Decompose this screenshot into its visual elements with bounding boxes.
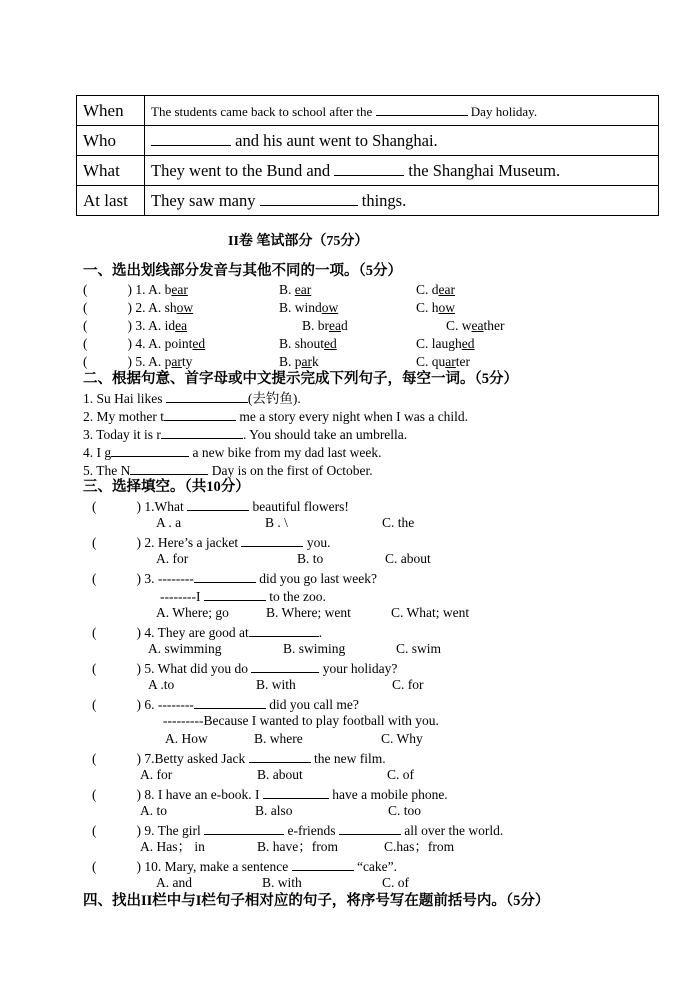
- answer-blank[interactable]: [204, 820, 284, 835]
- option-b: B . \: [265, 515, 288, 530]
- answer-blank[interactable]: [251, 658, 319, 673]
- answer-paren[interactable]: ( ): [83, 282, 132, 297]
- table-row: [77, 96, 659, 126]
- option-b: B. also: [255, 803, 293, 818]
- option-a: A. Where; go: [156, 605, 229, 620]
- question-item: 2. My mother t me a story every night when I was a child.: [83, 406, 468, 426]
- question-item: ( ) 4. A. pointed: [83, 336, 206, 351]
- question-stem: ( ) 1.What beautiful flowers!: [92, 496, 349, 516]
- answer-paren[interactable]: ( ): [92, 859, 141, 874]
- option-c: C. quarter: [416, 354, 471, 369]
- answer-paren[interactable]: ( ): [92, 499, 141, 514]
- option-c: C. What; went: [391, 605, 470, 620]
- option-b: B. to: [297, 551, 324, 566]
- option-c: C. about: [385, 551, 431, 566]
- option-a: A. swimming: [148, 641, 222, 656]
- part-title: II卷 笔试部分（75分）: [228, 234, 369, 249]
- section-heading: 四、找出II栏中与I栏句子相对应的句子，将序号写在题前括号内。（5分）: [83, 893, 550, 909]
- answer-blank[interactable]: [249, 748, 311, 763]
- answer-blank[interactable]: [164, 406, 236, 421]
- option-b: B. swiming: [283, 641, 346, 656]
- question-item: ( ) 5. A. party: [83, 354, 193, 369]
- answer-blank[interactable]: [334, 161, 404, 176]
- answer-blank[interactable]: [194, 694, 266, 709]
- answer-paren[interactable]: ( ): [83, 354, 132, 369]
- answer-blank[interactable]: [161, 424, 243, 439]
- answer-blank[interactable]: [260, 191, 358, 206]
- answer-blank[interactable]: [130, 460, 208, 475]
- table-row: [77, 126, 659, 156]
- option-a: A .to: [148, 677, 175, 692]
- option-c: C. weather: [446, 318, 505, 333]
- option-a: A. to: [140, 803, 167, 818]
- answer-blank[interactable]: [241, 532, 303, 547]
- row-label: What: [77, 156, 145, 186]
- row-label: At last: [77, 186, 145, 216]
- option-b: B. ear: [279, 282, 312, 297]
- table-row: [77, 186, 659, 216]
- row-label: When: [77, 96, 145, 126]
- option-b: B. bread: [302, 318, 348, 333]
- answer-paren[interactable]: ( ): [92, 535, 141, 550]
- answer-blank[interactable]: [187, 496, 249, 511]
- question-item: ( ) 3. A. idea: [83, 318, 188, 333]
- answer-blank[interactable]: [204, 586, 266, 601]
- answer-blank[interactable]: [151, 131, 231, 146]
- answer-blank[interactable]: [166, 388, 248, 403]
- question-item: 4. I g a new bike from my dad last week.: [83, 442, 381, 462]
- option-a: A . a: [156, 515, 182, 530]
- option-c: C. the: [382, 515, 415, 530]
- answer-blank[interactable]: [339, 820, 401, 835]
- option-a: A. for: [156, 551, 189, 566]
- answer-paren[interactable]: ( ): [83, 300, 132, 315]
- option-a: A. How: [165, 731, 208, 746]
- option-a: A. for: [140, 767, 173, 782]
- option-c: C. swim: [396, 641, 442, 656]
- question-subline: ---------Because I wanted to play football with you.: [163, 713, 439, 728]
- answer-blank[interactable]: [111, 442, 189, 457]
- answer-paren[interactable]: ( ): [83, 336, 132, 351]
- question-stem: ( ) 8. I have an e-book. I have a mobile phone.: [92, 784, 448, 804]
- option-b: B. window: [279, 300, 339, 315]
- question-stem: ( ) 10. Mary, make a sentence “cake”.: [92, 856, 397, 876]
- answer-blank[interactable]: [249, 622, 319, 637]
- answer-paren[interactable]: ( ): [92, 571, 141, 586]
- option-c: C. Why: [381, 731, 423, 746]
- option-b: B. Where; went: [266, 605, 351, 620]
- option-c: C. for: [392, 677, 424, 692]
- answer-blank[interactable]: [263, 784, 329, 799]
- option-b: B. with: [256, 677, 296, 692]
- question-stem: ( ) 7.Betty asked Jack the new film.: [92, 748, 386, 768]
- answer-paren[interactable]: ( ): [92, 697, 141, 712]
- row-label: Who: [77, 126, 145, 156]
- option-a: A. Has； in: [140, 839, 205, 854]
- answer-blank[interactable]: [292, 856, 354, 871]
- question-item: 3. Today it is r . You should take an umbrella.: [83, 424, 407, 444]
- row-value: The students came back to school after the Day holiday.: [145, 96, 659, 126]
- question-stem: ( ) 5. What did you do your holiday?: [92, 658, 397, 678]
- question-subline: --------I to the zoo.: [160, 586, 326, 606]
- option-c: C. laughed: [416, 336, 475, 351]
- option-c: C. dear: [416, 282, 455, 297]
- answer-blank[interactable]: [194, 568, 256, 583]
- option-b: B. with: [262, 875, 302, 890]
- option-b: B. shouted: [279, 336, 337, 351]
- question-stem: ( ) 4. They are good at .: [92, 622, 322, 642]
- option-a: A. and: [156, 875, 192, 890]
- question-stem: ( ) 3. -------- did you go last week?: [92, 568, 377, 588]
- answer-paren[interactable]: ( ): [92, 661, 141, 676]
- option-b: B. park: [279, 354, 319, 369]
- question-stem: ( ) 2. Here’s a jacket you.: [92, 532, 330, 552]
- option-b: B. where: [254, 731, 303, 746]
- row-value: They saw many things.: [145, 186, 659, 216]
- row-value: and his aunt went to Shanghai.: [145, 126, 659, 156]
- answer-paren[interactable]: ( ): [92, 823, 141, 838]
- option-c: C.has；from: [384, 839, 455, 854]
- question-stem: ( ) 6. -------- did you call me?: [92, 694, 359, 714]
- row-value: They went to the Bund and the Shanghai Museum.: [145, 156, 659, 186]
- section-heading: 二、根据句意、首字母或中文提示完成下列句子，每空一词。（5分）: [83, 371, 518, 387]
- table-row: [77, 156, 659, 186]
- question-item: 1. Su Hai likes (去钓鱼).: [83, 388, 301, 408]
- option-b: B. have；from: [257, 839, 338, 854]
- story-table: [76, 95, 659, 216]
- answer-blank[interactable]: [376, 101, 468, 116]
- section-heading: 一、选出划线部分发音与其他不同的一项。（5分）: [83, 263, 402, 279]
- question-stem: ( ) 9. The girl e-friends all over the world.: [92, 820, 503, 840]
- option-c: C. how: [416, 300, 456, 315]
- section-heading: 三、选择填空。（共10分）: [83, 479, 250, 495]
- question-item: 5. The N Day is on the first of October.: [83, 460, 373, 480]
- answer-paren[interactable]: ( ): [92, 751, 141, 766]
- answer-paren[interactable]: ( ): [92, 625, 141, 640]
- option-c: C. too: [388, 803, 422, 818]
- option-b: B. about: [257, 767, 303, 782]
- question-item: ( ) 2. A. show: [83, 300, 194, 315]
- answer-paren[interactable]: ( ): [92, 787, 141, 802]
- answer-paren[interactable]: ( ): [83, 318, 132, 333]
- question-item: ( ) 1. A. bear: [83, 282, 188, 297]
- option-c: C. of: [382, 875, 409, 890]
- option-c: C. of: [387, 767, 414, 782]
